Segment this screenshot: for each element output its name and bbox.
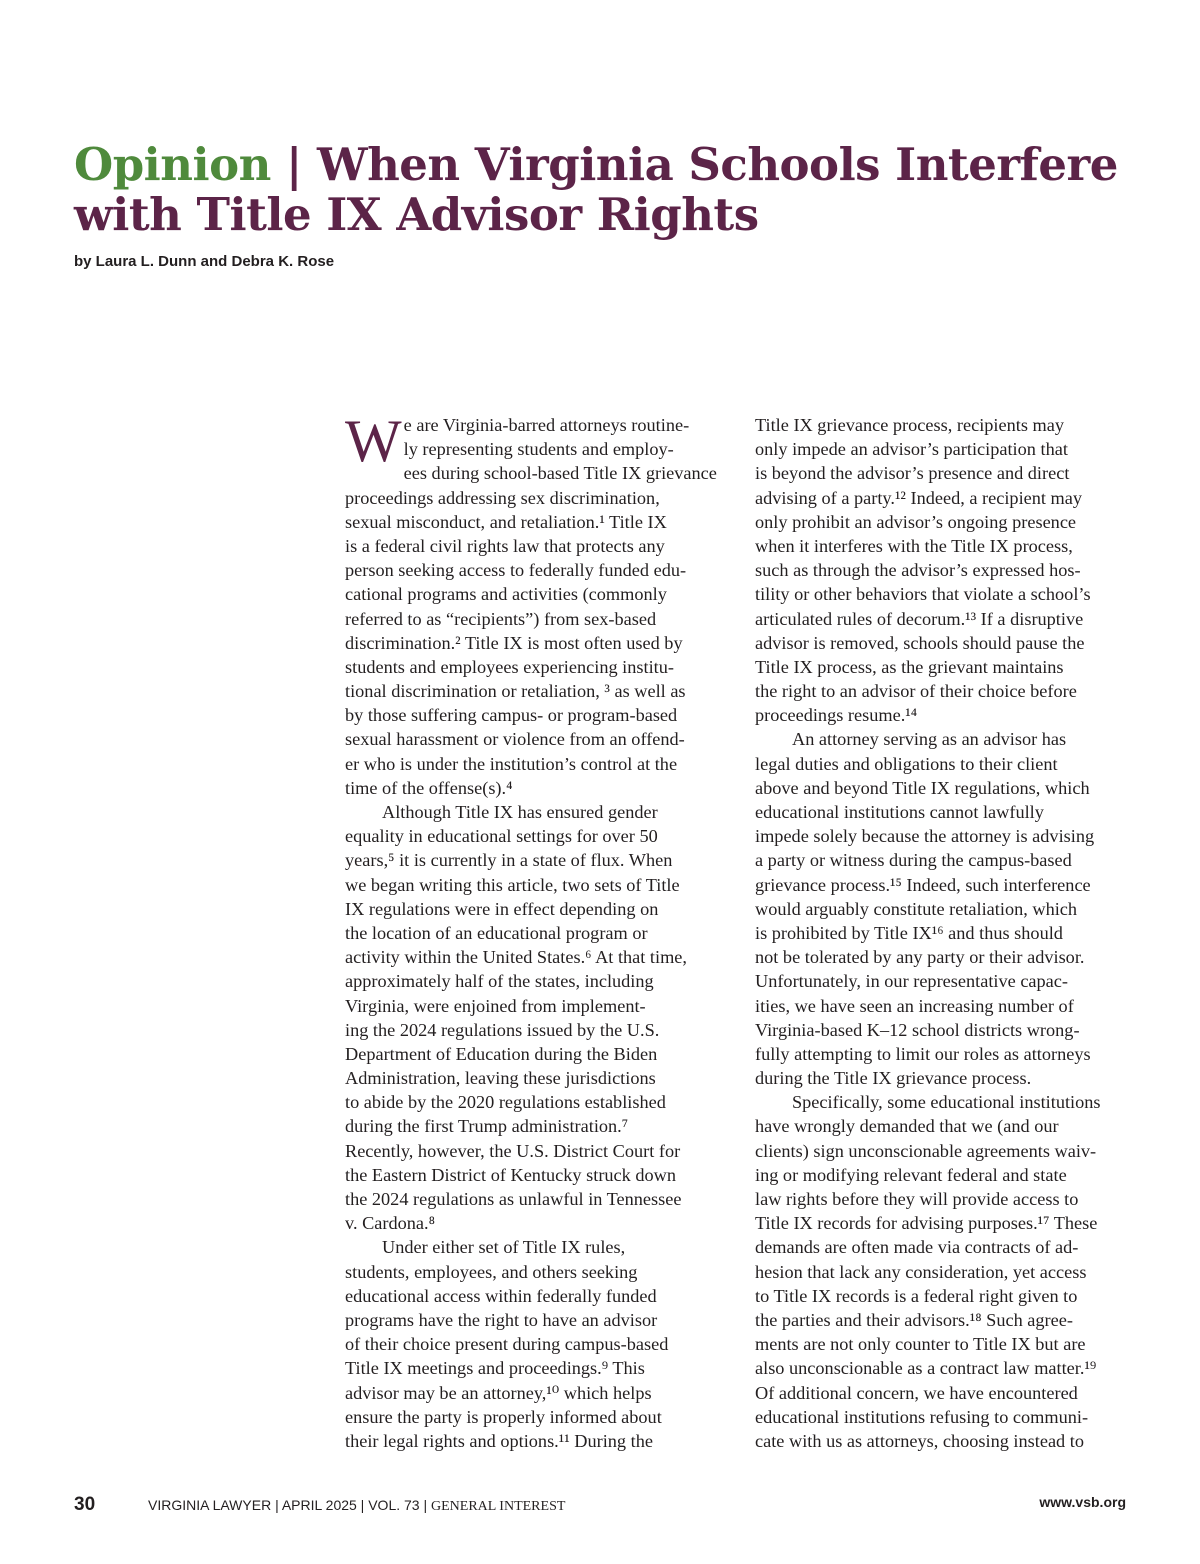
text-line: is prohibited by Title IX¹⁶ and thus should bbox=[755, 922, 1063, 943]
title-kicker: Opinion bbox=[74, 138, 271, 191]
publication-info bbox=[148, 1497, 565, 1521]
text-line: years,⁵ it is currently in a state of flux. When bbox=[345, 850, 673, 871]
text-line: ments are not only counter to Title IX but are bbox=[755, 1334, 1086, 1355]
text-line: the parties and their advisors.¹⁸ Such agree- bbox=[755, 1309, 1073, 1330]
text-line: educational institutions refusing to communi- bbox=[755, 1406, 1089, 1427]
text-line: Title IX process, as the grievant maintains bbox=[755, 656, 1064, 677]
text-line: Department of Education during the Biden bbox=[345, 1043, 658, 1064]
title-headline: When Virginia Schools Interfere with Title IX Advisor Rights bbox=[74, 138, 1118, 241]
text-line: only prohibit an advisor’s ongoing presence bbox=[755, 511, 1077, 532]
text-line: we began writing this article, two sets of Title bbox=[345, 874, 680, 895]
text-line: during the Title IX grievance process. bbox=[755, 1068, 1032, 1089]
text-line: Specifically, some educational institutions bbox=[792, 1092, 1101, 1113]
text-line: advisor is removed, schools should pause the bbox=[755, 632, 1085, 653]
text-line: ly representing students and employ- bbox=[403, 439, 674, 460]
text-line: v. Cardona.⁸ bbox=[345, 1213, 435, 1234]
text-line: is a federal civil rights law that protects any bbox=[345, 535, 665, 556]
text-line: Title IX meetings and proceedings.⁹ This bbox=[345, 1358, 645, 1379]
text-line: approximately half of the states, including bbox=[345, 971, 654, 992]
text-line: Title IX grievance process, recipients may bbox=[755, 415, 1064, 435]
text-line: have wrongly demanded that we (and our bbox=[755, 1116, 1059, 1137]
text-line: ing the 2024 regulations issued by the U.S. bbox=[345, 1019, 660, 1040]
text-line: to Title IX records is a federal right given to bbox=[755, 1285, 1078, 1306]
text-line: of their choice present during campus-based bbox=[345, 1334, 669, 1355]
text-line: students, employees, and others seeking bbox=[345, 1261, 638, 1282]
text-line: clients) sign unconscionable agreements waiv- bbox=[755, 1140, 1097, 1161]
text-line: fully attempting to limit our roles as attorneys bbox=[755, 1043, 1091, 1064]
text-line: articulated rules of decorum.¹³ If a disruptive bbox=[755, 608, 1084, 629]
text-line: person seeking access to federally funded edu- bbox=[345, 560, 687, 581]
text-line: IX regulations were in effect depending on bbox=[345, 898, 659, 919]
text-line: would arguably constitute retaliation, which bbox=[755, 898, 1078, 919]
text-line: e are Virginia-barred attorneys routine- bbox=[403, 415, 690, 435]
text-line: ees during school-based Title IX grievance bbox=[403, 463, 717, 484]
text-line: during the first Trump administration.⁷ bbox=[345, 1116, 629, 1137]
text-line: referred to as “recipients”) from sex-based bbox=[345, 608, 657, 629]
publication-name: VIRGINIA LAWYER | APRIL 2025 | VOL. 73 | bbox=[148, 1497, 428, 1513]
text-line: activity within the United States.⁶ At that time, bbox=[345, 947, 687, 968]
website-url: www.vsb.org bbox=[1039, 1494, 1126, 1510]
text-line: to abide by the 2020 regulations established bbox=[345, 1092, 666, 1113]
text-line: advising of a party.¹² Indeed, a recipient may bbox=[755, 487, 1083, 508]
text-line: ing or modifying relevant federal and state bbox=[755, 1164, 1067, 1185]
text-line: tility or other behaviors that violate a school’s bbox=[755, 584, 1091, 605]
text-line: Administration, leaving these jurisdictions bbox=[345, 1068, 656, 1089]
text-line: educational institutions cannot lawfully bbox=[755, 802, 1044, 822]
text-line: the location of an educational program or bbox=[345, 922, 648, 943]
body-column-right bbox=[755, 413, 1135, 1453]
text-line: students and employees experiencing institu- bbox=[345, 656, 674, 677]
text-line: sexual misconduct, and retaliation.¹ Title IX bbox=[345, 511, 667, 532]
article-title bbox=[74, 140, 1134, 240]
text-line: Although Title IX has ensured gender bbox=[382, 802, 658, 822]
text-line: when it interferes with the Title IX process, bbox=[755, 535, 1073, 556]
section-name: GENERAL INTEREST bbox=[431, 1499, 566, 1514]
text-line: ensure the party is properly informed about bbox=[345, 1406, 662, 1427]
drop-cap: W bbox=[345, 408, 402, 474]
text-line: the 2024 regulations as unlawful in Tennessee bbox=[345, 1189, 682, 1209]
text-line: above and beyond Title IX regulations, which bbox=[755, 777, 1090, 798]
text-line: their legal rights and options.¹¹ During the bbox=[345, 1430, 653, 1451]
text-line: ities, we have seen an increasing number of bbox=[755, 995, 1074, 1016]
text-line: Under either set of Title IX rules, bbox=[382, 1237, 626, 1258]
text-line: grievance process.¹⁵ Indeed, such interference bbox=[755, 874, 1091, 895]
text-line: Unfortunately, in our representative capac- bbox=[755, 971, 1069, 992]
text-line: is beyond the advisor’s presence and direct bbox=[755, 463, 1070, 484]
text-line: equality in educational settings for over 50 bbox=[345, 826, 658, 847]
text-line: tional discrimination or retaliation, ³ as well as bbox=[345, 681, 686, 702]
text-line: An attorney serving as an advisor has bbox=[792, 729, 1067, 750]
body-column-left bbox=[345, 408, 725, 1453]
text-line: educational access within federally funded bbox=[345, 1285, 657, 1306]
text-line: only impede an advisor’s participation that bbox=[755, 439, 1068, 460]
text-line: Of additional concern, we have encountered bbox=[755, 1382, 1078, 1403]
text-line: such as through the advisor’s expressed hos- bbox=[755, 560, 1081, 581]
byline: by Laura L. Dunn and Debra K. Rose bbox=[74, 253, 335, 270]
text-line: er who is under the institution’s control at the bbox=[345, 753, 678, 774]
text-line: discrimination.² Title IX is most often used by bbox=[345, 632, 683, 653]
text-line: programs have the right to have an advisor bbox=[345, 1309, 658, 1330]
text-line: proceedings addressing sex discrimination, bbox=[345, 487, 660, 508]
text-line: Virginia, were enjoined from implement- bbox=[345, 995, 646, 1016]
text-line: proceedings resume.¹⁴ bbox=[755, 705, 918, 726]
text-line: a party or witness during the campus-based bbox=[755, 850, 1072, 871]
text-line: impede solely because the attorney is advising bbox=[755, 826, 1095, 847]
text-line: demands are often made via contracts of ad- bbox=[755, 1237, 1079, 1258]
text-line: cational programs and activities (commonly bbox=[345, 584, 667, 605]
text-line: legal duties and obligations to their client bbox=[755, 753, 1058, 774]
text-line: time of the offense(s).⁴ bbox=[345, 777, 513, 798]
text-line: the right to an advisor of their choice before bbox=[755, 681, 1077, 702]
text-line: sexual harassment or violence from an offend- bbox=[345, 729, 685, 750]
text-line: Title IX records for advising purposes.¹⁷ These bbox=[755, 1213, 1098, 1234]
page-number: 30 bbox=[74, 1494, 96, 1515]
text-line: also unconscionable as a contract law matter.¹⁹ bbox=[755, 1358, 1097, 1379]
text-line: advisor may be an attorney,¹⁰ which helps bbox=[345, 1382, 652, 1403]
text-line: not be tolerated by any party or their advisor. bbox=[755, 947, 1085, 968]
title-separator: | bbox=[285, 138, 302, 191]
text-line: hesion that lack any consideration, yet access bbox=[755, 1261, 1087, 1282]
text-line: the Eastern District of Kentucky struck down bbox=[345, 1164, 677, 1185]
text-line: by those suffering campus- or program-based bbox=[345, 705, 678, 726]
text-line: law rights before they will provide access to bbox=[755, 1189, 1079, 1209]
text-line: Recently, however, the U.S. District Court for bbox=[345, 1140, 681, 1161]
text-line: Virginia-based K–12 school districts wrong- bbox=[755, 1019, 1080, 1040]
text-line: cate with us as attorneys, choosing instead to bbox=[755, 1430, 1084, 1451]
